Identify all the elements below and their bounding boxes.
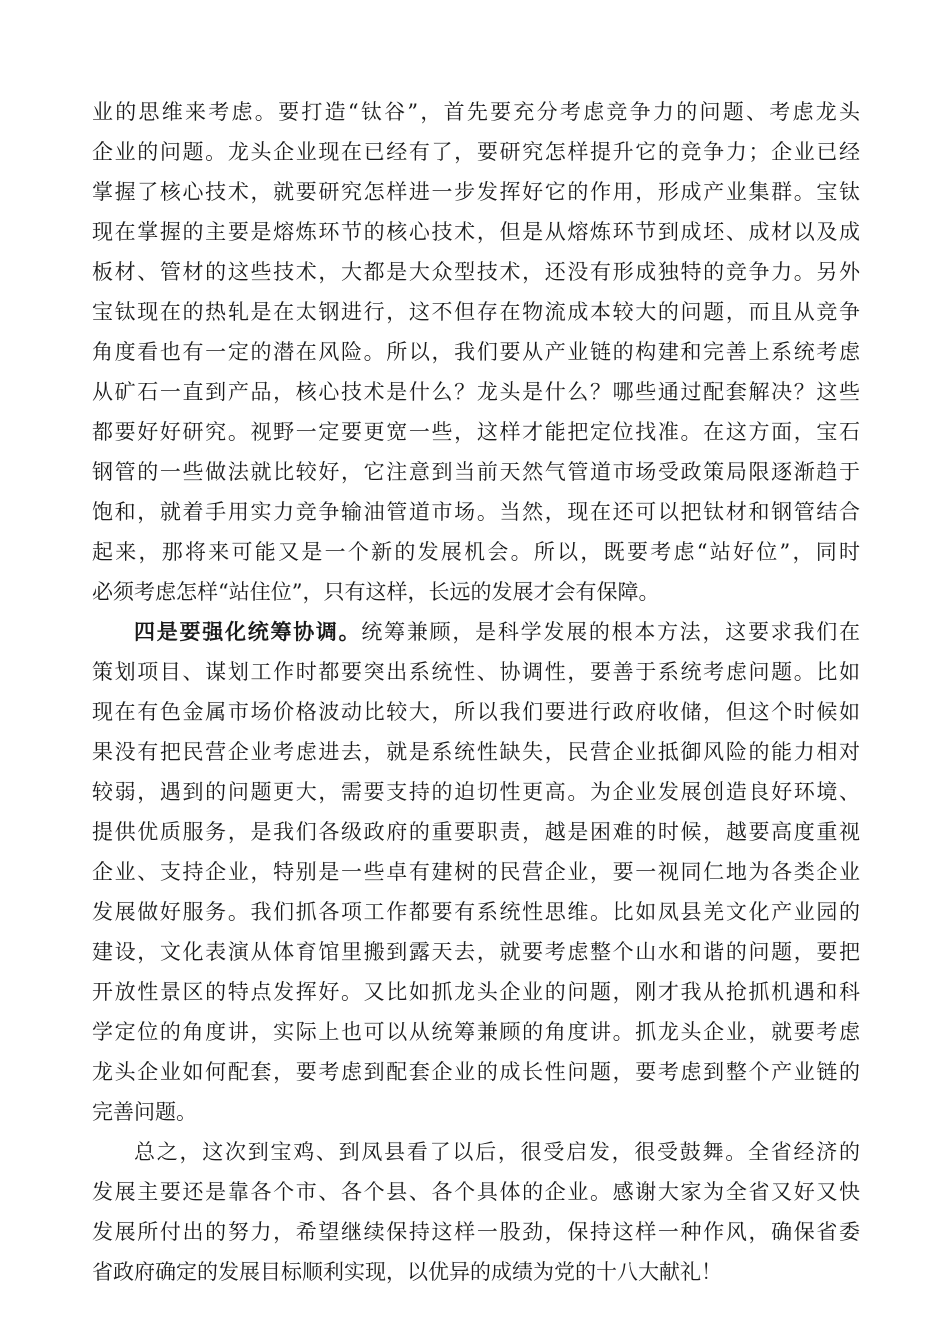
paragraph-2-line-12: 龙头企业如何配套，要考虑到配套企业的成长性问题，要考虑到整个产业链的 xyxy=(92,1060,860,1084)
paragraph-1-line-5: 板材、管材的这些技术，大都是大众型技术，还没有形成独特的竞争力。另外 xyxy=(92,260,860,284)
paragraph-2-line-9: 建设，文化表演从体育馆里搬到露天去，就要考虑整个山水和谐的问题，要把 xyxy=(92,940,860,964)
paragraph-1-line-2: 企业的问题。龙头企业现在已经有了，要研究怎样提升它的竞争力；企业已经 xyxy=(92,140,860,164)
paragraph-2-first-line xyxy=(134,612,860,652)
paragraph-2-line-13: 完善问题。 xyxy=(92,1100,197,1124)
paragraph-1-line-11: 饱和，就着手用实力竞争输油管道市场。当然，现在还可以把钛材和钢管结合 xyxy=(92,500,860,524)
paragraph-3-line-1: 总之，这次到宝鸡、到凤县看了以后，很受启发，很受鼓舞。全省经济的 xyxy=(134,1140,860,1164)
paragraph-2-line-3: 现在有色金属市场价格波动比较大，所以我们要进行政府收储，但这个时候如 xyxy=(92,700,860,724)
paragraph-1-line-13: 必须考虑怎样“站住位”，只有这样，长远的发展才会有保障。 xyxy=(92,580,660,604)
paragraph-2-line-8: 发展做好服务。我们抓各项工作都要有系统性思维。比如凤县羌文化产业园的 xyxy=(92,900,860,924)
paragraph-1-line-7: 角度看也有一定的潜在风险。所以，我们要从产业链的构建和完善上系统考虑 xyxy=(92,340,860,364)
paragraph-2-line-10: 开放性景区的特点发挥好。又比如抓龙头企业的问题，刚才我从抢抓机遇和科 xyxy=(92,980,860,1004)
paragraph-2-line-11: 学定位的角度讲，实际上也可以从统筹兼顾的角度讲。抓龙头企业，就要考虑 xyxy=(92,1020,860,1044)
paragraph-1-line-4: 现在掌握的主要是熔炼环节的核心技术，但是从熔炼环节到成坯、成材以及成 xyxy=(92,220,860,244)
paragraph-2-line-6: 提供优质服务，是我们各级政府的重要职责，越是困难的时候，越要高度重视 xyxy=(92,820,860,844)
paragraph-2-line-2: 策划项目、谋划工作时都要突出系统性、协调性，要善于系统考虑问题。比如 xyxy=(92,660,860,684)
paragraph-2-heading: 四是要强化统筹协调。 xyxy=(134,619,362,644)
paragraph-1-line-1: 业的思维来考虑。要打造“钛谷”，首先要充分考虑竞争力的问题、考虑龙头 xyxy=(92,100,860,124)
paragraph-1-line-10: 钢管的一些做法就比较好，它注意到当前天然气管道市场受政策局限逐渐趋于 xyxy=(92,460,860,484)
paragraph-1-line-12: 起来，那将来可能又是一个新的发展机会。所以，既要考虑“站好位”，同时 xyxy=(92,540,860,564)
paragraph-2-line-5: 较弱，遇到的问题更大，需要支持的迫切性更高。为企业发展创造良好环境、 xyxy=(92,780,860,804)
paragraph-2-line-4: 果没有把民营企业考虑进去，就是系统性缺失，民营企业抵御风险的能力相对 xyxy=(92,740,860,764)
paragraph-3-line-4: 省政府确定的发展目标顺利实现，以优异的成绩为党的十八大献礼！ xyxy=(92,1260,722,1284)
paragraph-1-line-6: 宝钛现在的热轧是在太钢进行，这不但存在物流成本较大的问题，而且从竞争 xyxy=(92,300,860,324)
paragraph-3-line-2: 发展主要还是靠各个市、各个县、各个具体的企业。感谢大家为全省又好又快 xyxy=(92,1180,860,1204)
paragraph-2-line-7: 企业、支持企业，特别是一些卓有建树的民营企业，要一视同仁地为各类企业 xyxy=(92,860,860,884)
paragraph-2-first-line-text: 统筹兼顾，是科学发展的根本方法，这要求我们在 xyxy=(361,620,861,644)
paragraph-3-line-3: 发展所付出的努力，希望继续保持这样一股劲，保持这样一种作风，确保省委 xyxy=(92,1220,860,1244)
paragraph-1-line-3: 掌握了核心技术，就要研究怎样进一步发挥好它的作用，形成产业集群。宝钛 xyxy=(92,180,860,204)
paragraph-1-line-9: 都要好好研究。视野一定要更宽一些，这样才能把定位找准。在这方面，宝石 xyxy=(92,420,860,444)
paragraph-1-line-8: 从矿石一直到产品，核心技术是什么？龙头是什么？哪些通过配套解决？这些 xyxy=(92,380,860,404)
